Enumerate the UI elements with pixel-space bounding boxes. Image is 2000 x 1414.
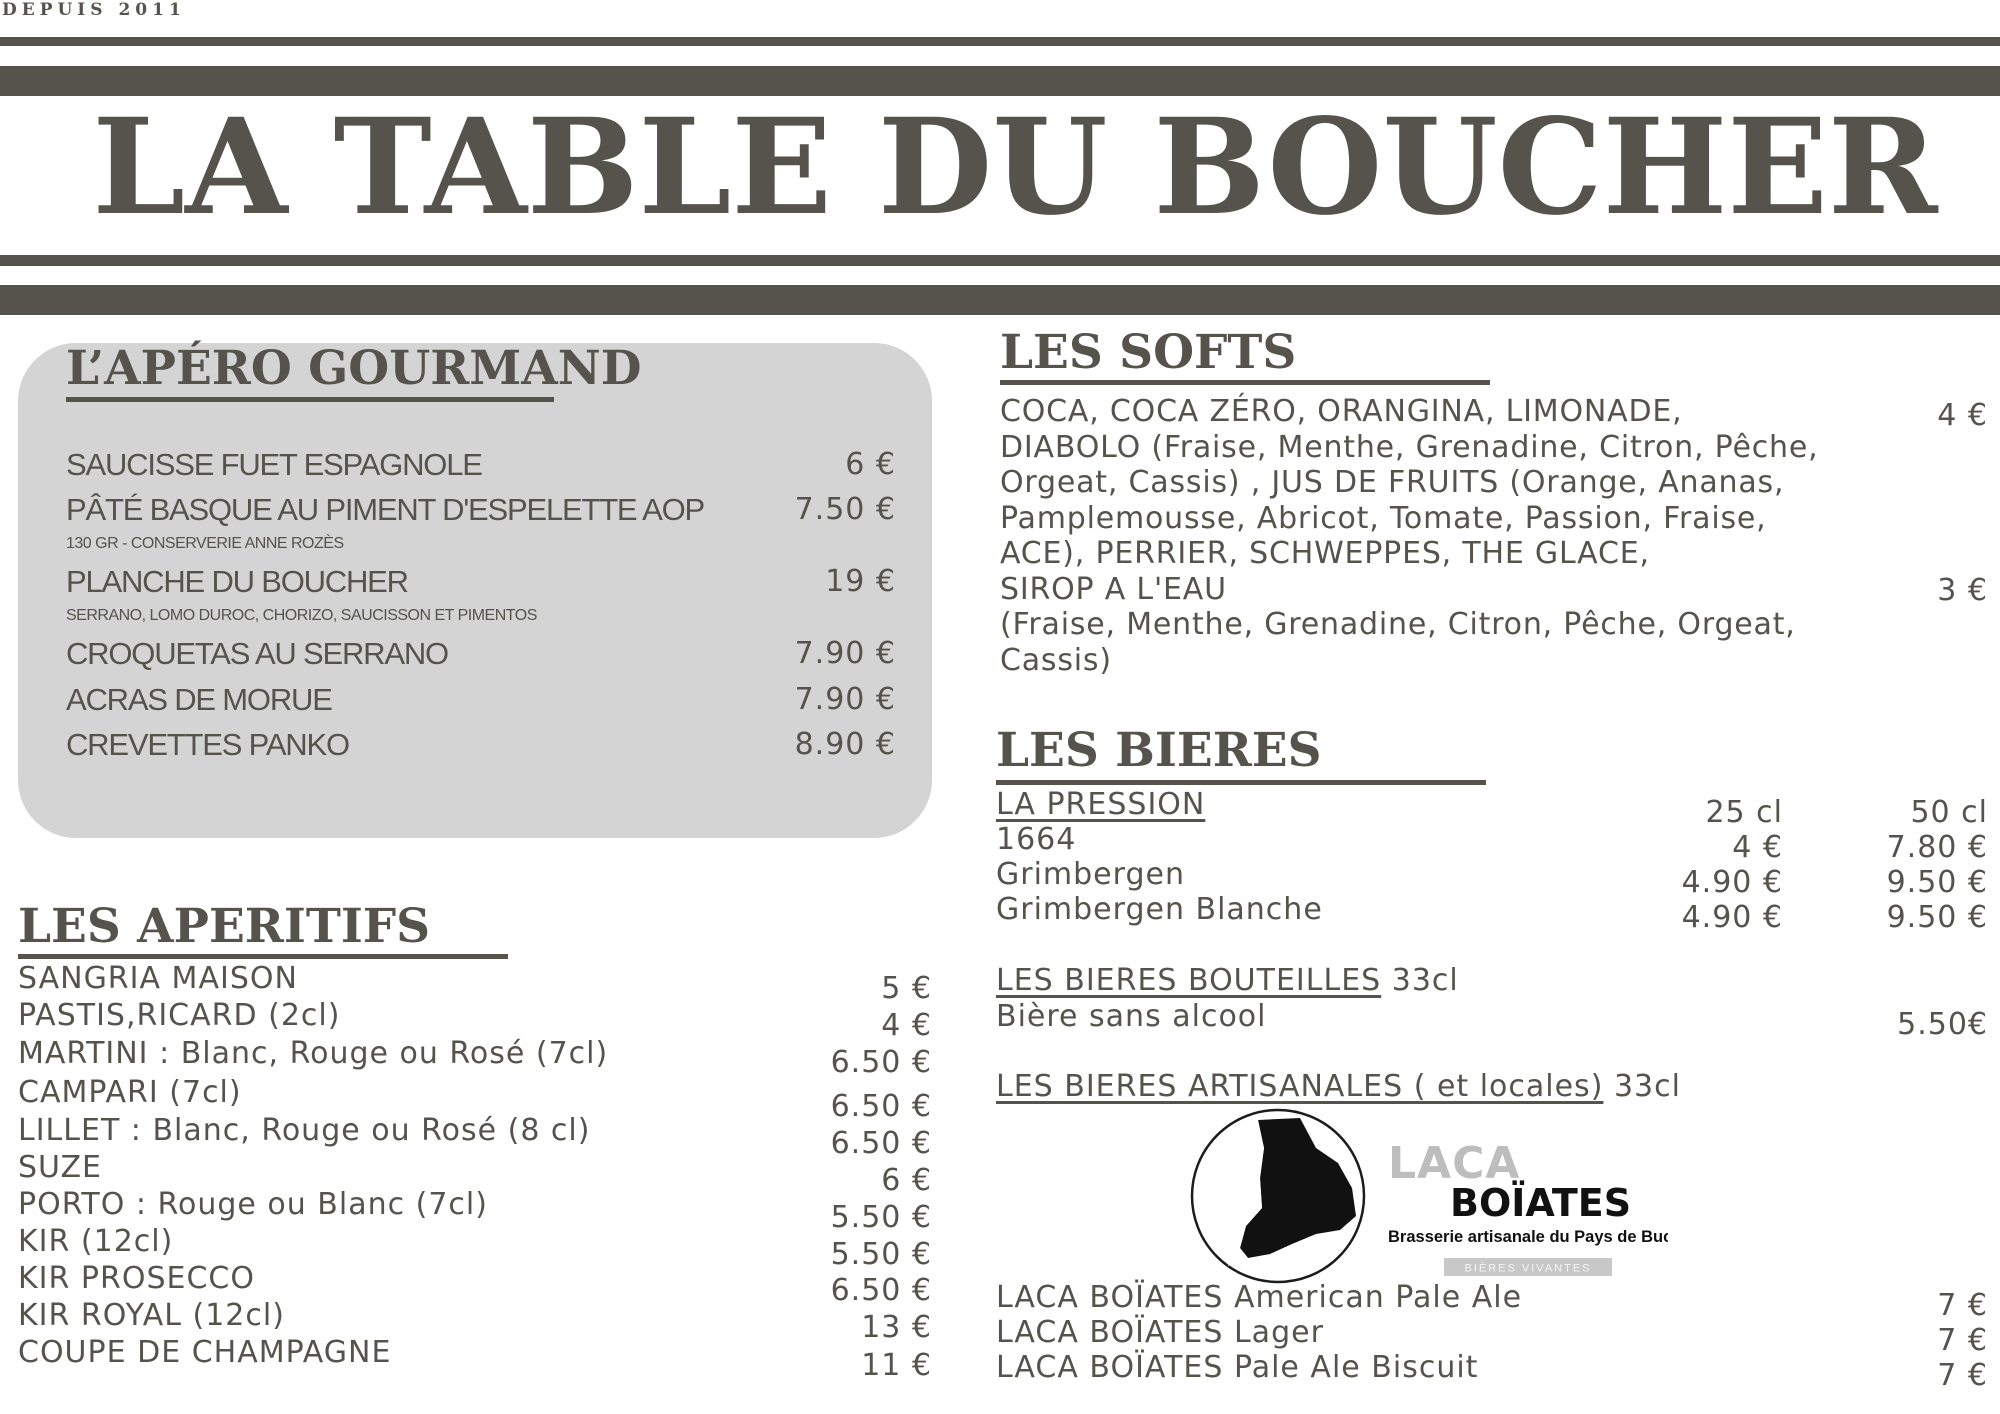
pression-price-50: 7.80 € xyxy=(1886,830,1988,865)
aperitif-name: MARTINI : Blanc, Rouge ou Rosé (7cl) xyxy=(18,1036,609,1071)
pression-label: LA PRESSION xyxy=(996,787,1206,822)
apero-item-name: SAUCISSE FUET ESPAGNOLE xyxy=(66,447,482,482)
softs-price: 4 € xyxy=(1937,398,1988,433)
logo-word-boiates: BOÏATES xyxy=(1450,1181,1632,1225)
softs-sirop-label: SIROP A L'EAU xyxy=(1000,571,1227,607)
apero-heading-underline xyxy=(66,397,554,402)
apero-item-price: 6 € xyxy=(845,447,896,482)
softs-sirop-flavours: (Fraise, Menthe, Grenadine, Citron, Pêche, Orgeat, Cassis) xyxy=(1000,607,1796,678)
apero-item-price: 19 € xyxy=(825,564,896,599)
softs-list-text: COCA, COCA ZÉRO, ORANGINA, LIMONADE, DIABOLO (Fraise, Menthe, Grenadine, Citron, Pêche, Orgeat, Cassis) , JUS DE FRUITS (Orange, Ananas, Pamplemousse, Abricot, Tomate, Passion, Fraise, ACE), PERRIER, SCHWEPPES, THE GLACE, xyxy=(1000,394,1819,571)
aperitif-price: 5.50 € xyxy=(830,1200,932,1235)
bouteille-name: Bière sans alcool xyxy=(996,999,1267,1034)
artisanale-name: LACA BOÏATES Lager xyxy=(996,1315,1324,1350)
apero-item xyxy=(66,492,896,528)
pression-col-25: 25 cl xyxy=(1705,795,1783,830)
apero-item-name: CROQUETAS AU SERRANO xyxy=(66,636,448,671)
pression-price-25: 4.90 € xyxy=(1681,900,1783,935)
laca-boiates-logo-graphic xyxy=(1188,1108,1668,1288)
pression-price-50: 9.50 € xyxy=(1886,900,1988,935)
artisanales-size: 33cl xyxy=(1603,1069,1681,1104)
apero-item-name: CREVETTES PANKO xyxy=(66,727,349,762)
apero-item-price: 8.90 € xyxy=(794,727,896,762)
aperitif-price: 6.50 € xyxy=(830,1089,932,1124)
apero-item-price: 7.50 € xyxy=(794,492,896,527)
apero-item-name: ACRAS DE MORUE xyxy=(66,682,332,717)
aperitif-price: 13 € xyxy=(861,1310,932,1345)
apero-item xyxy=(66,727,896,763)
pression-price-25: 4.90 € xyxy=(1681,865,1783,900)
pression-name: Grimbergen Blanche xyxy=(996,892,1323,927)
aperitif-price: 5.50 € xyxy=(830,1237,932,1272)
bieres-heading: LES BIERES xyxy=(996,723,1322,778)
aperitif-name: KIR ROYAL (12cl) xyxy=(18,1298,285,1333)
artisanales-header xyxy=(996,1069,1681,1104)
apero-item-description: SERRANO, LOMO DUROC, CHORIZO, SAUCISSON ET PIMENTOS xyxy=(66,607,537,624)
apero-item xyxy=(66,636,896,672)
logo-strip-text: BIÈRES VIVANTES xyxy=(1464,1262,1592,1275)
aperitifs-heading-underline xyxy=(18,954,508,959)
aperitif-name: LILLET : Blanc, Rouge ou Rosé (8 cl) xyxy=(18,1113,591,1148)
softs-heading: LES SOFTS xyxy=(1000,325,1297,380)
pression-col-50: 50 cl xyxy=(1910,795,1988,830)
apero-item-price: 7.90 € xyxy=(794,636,896,671)
pression-price-50: 9.50 € xyxy=(1886,865,1988,900)
softs-heading-underline xyxy=(1000,380,1490,385)
aperitif-name: CAMPARI (7cl) xyxy=(18,1075,242,1110)
artisanales-label: LES BIERES ARTISANALES ( et locales) xyxy=(996,1069,1604,1104)
header-rule-bottom-thin xyxy=(0,255,2000,266)
aperitif-name: KIR (12cl) xyxy=(18,1224,174,1259)
since-label: DEPUIS 2011 xyxy=(2,0,186,20)
apero-item-description: 130 GR - CONSERVERIE ANNE ROZÈS xyxy=(66,535,344,552)
logo-word-laca: LACA xyxy=(1388,1138,1521,1189)
aperitif-name: SUZE xyxy=(18,1150,102,1185)
aperitif-price: 11 € xyxy=(861,1348,932,1383)
bouteilles-size: 33cl xyxy=(1381,963,1459,998)
softs-description xyxy=(1000,394,1820,678)
bouteilles-label: LES BIERES BOUTEILLES xyxy=(996,963,1382,998)
laca-boiates-logo xyxy=(1188,1108,1668,1288)
artisanale-price: 7 € xyxy=(1937,1323,1988,1358)
logo-tagline: Brasserie artisanale du Pays de Buch xyxy=(1388,1228,1668,1246)
pression-name: 1664 xyxy=(996,822,1077,857)
apero-item-price: 7.90 € xyxy=(794,682,896,717)
aperitif-price: 6.50 € xyxy=(830,1126,932,1161)
aperitif-name: SANGRIA MAISON xyxy=(18,961,298,996)
artisanale-price: 7 € xyxy=(1937,1358,1988,1393)
apero-heading: L’APÉRO GOURMAND xyxy=(66,341,642,396)
aperitif-price: 6 € xyxy=(881,1163,932,1198)
aperitifs-heading: LES APERITIFS xyxy=(18,899,431,954)
pression-price-25: 4 € xyxy=(1732,830,1783,865)
header-rule-bottom-thick xyxy=(0,285,2000,315)
aperitif-name: COUPE DE CHAMPAGNE xyxy=(18,1335,392,1370)
bouteilles-header xyxy=(996,963,1459,998)
aperitif-price: 6.50 € xyxy=(830,1273,932,1308)
artisanale-price: 7 € xyxy=(1937,1288,1988,1323)
bieres-heading-underline xyxy=(996,780,1486,785)
aperitif-price: 4 € xyxy=(881,1008,932,1043)
restaurant-title: LA TABLE DU BOUCHER xyxy=(92,90,1938,245)
apero-item xyxy=(66,447,896,483)
apero-item xyxy=(66,682,896,718)
aperitif-price: 6.50 € xyxy=(830,1045,932,1080)
aperitif-price: 5 € xyxy=(881,971,932,1006)
aperitif-name: PORTO : Rouge ou Blanc (7cl) xyxy=(18,1187,488,1222)
aperitif-name: PASTIS,RICARD (2cl) xyxy=(18,998,341,1033)
sirop-price: 3 € xyxy=(1937,573,1988,608)
pression-name: Grimbergen xyxy=(996,857,1185,892)
aperitif-name: KIR PROSECCO xyxy=(18,1261,255,1296)
apero-item-name: PÂTÉ BASQUE AU PIMENT D'ESPELETTE AOP xyxy=(66,492,704,527)
artisanale-name: LACA BOÏATES American Pale Ale xyxy=(996,1280,1523,1315)
header-rule-top-thin xyxy=(0,37,2000,46)
apero-item xyxy=(66,564,896,600)
bouteille-price: 5.50€ xyxy=(1897,1007,1988,1042)
apero-item-name: PLANCHE DU BOUCHER xyxy=(66,564,408,599)
artisanale-name: LACA BOÏATES Pale Ale Biscuit xyxy=(996,1350,1479,1385)
